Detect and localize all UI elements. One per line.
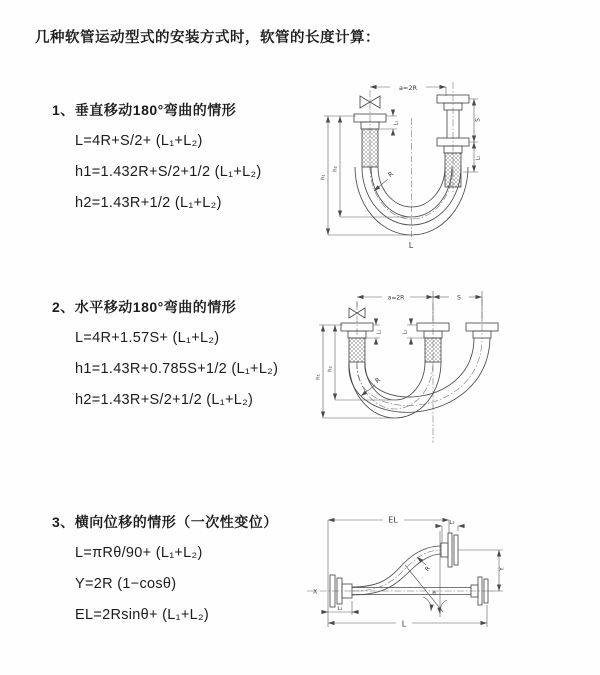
hose-u-bend: [349, 338, 490, 418]
dimension-a-2r: [370, 84, 446, 96]
dim-label-l1: L₁: [393, 120, 400, 126]
dim-label-r: R: [373, 375, 383, 385]
centerlines: [370, 82, 453, 240]
centerlines: [357, 299, 482, 443]
section-1-formulas: [52, 130, 262, 223]
dim-label-l2: L₂: [402, 329, 409, 335]
dim-label-h2: h₂: [332, 166, 339, 172]
dim-label-r: R: [423, 565, 432, 573]
diagram-vertical-180-bend: [298, 72, 598, 267]
section-2-heading: 2、水平移动180°弯曲的情形: [52, 299, 237, 315]
formula-length: L=4R+1.57S+ (L₁+L₂): [75, 330, 220, 346]
formula-y: Y=2R (1−cosθ): [75, 576, 177, 592]
section-3-heading: 3、横向位移的情形（一次性变位）: [52, 514, 278, 530]
dim-label-h1: h₁: [320, 174, 327, 180]
diagram-lateral-displacement: [295, 505, 600, 665]
dim-label-l2: L₂: [475, 155, 482, 161]
dim-label-s: S: [457, 294, 461, 302]
dimension-l1: [321, 601, 359, 615]
dim-label-l1: L₁: [376, 329, 383, 335]
upper-right-flange: [441, 533, 458, 567]
dim-label-l: L: [408, 241, 414, 250]
dim-label-y: Y: [498, 567, 506, 571]
section-3-formulas: [52, 542, 278, 635]
formula-h2: h2=1.43R+1/2 (L₁+L₂): [75, 195, 222, 211]
left-hose-fitting: [354, 114, 386, 167]
section-vertical-movement: [52, 100, 262, 223]
dim-label-l1: L₁: [337, 606, 343, 612]
section-horizontal-movement: [52, 297, 278, 420]
dimension-a-2r-s: [357, 291, 482, 321]
dim-label-h1: h₁: [315, 374, 322, 380]
dim-label-el: EL: [388, 515, 398, 525]
dimension-l1: [365, 318, 383, 345]
formula-length: L=4R+S/2+ (L₁+L₂): [75, 133, 203, 149]
dimension-s-l2: [463, 99, 482, 172]
diagram-horizontal-180-bend: [298, 285, 598, 465]
formula-length: L=πRθ/90+ (L₁+L₂): [75, 545, 203, 561]
formula-h2: h2=1.43R+S/2+1/2 (L₁+L₂): [75, 392, 254, 408]
dim-label-l2: L₂: [449, 520, 455, 526]
formula-el: EL=2Rsinθ+ (L₁+L₂): [75, 607, 210, 623]
page-title: 几种软管运动型式的安装方式时，软管的长度计算：: [35, 30, 380, 46]
dim-label-a2r: a=2R: [387, 294, 405, 302]
formula-h1: h1=1.43R+0.785S+1/2 (L₁+L₂): [75, 361, 279, 377]
radius-leader: [374, 170, 395, 191]
formula-h1: h1=1.432R+S/2+1/2 (L₁+L₂): [75, 164, 262, 180]
dim-label-h2: h₂: [327, 366, 334, 372]
dim-label-s: S: [474, 118, 482, 122]
dim-label-r: R: [386, 169, 396, 179]
centerline-x-mark: X: [312, 588, 318, 596]
dim-label-a2r: a=2R: [398, 83, 418, 92]
dim-label-theta: θ: [432, 591, 436, 597]
dimension-l2: [435, 520, 465, 543]
section-2-formulas: [52, 327, 278, 420]
section-1-heading: 1、垂直移动180°弯曲的情形: [52, 102, 237, 118]
dim-label-l: L: [401, 619, 407, 629]
section-lateral-displacement: [52, 512, 278, 635]
dimension-l2: [403, 318, 426, 345]
